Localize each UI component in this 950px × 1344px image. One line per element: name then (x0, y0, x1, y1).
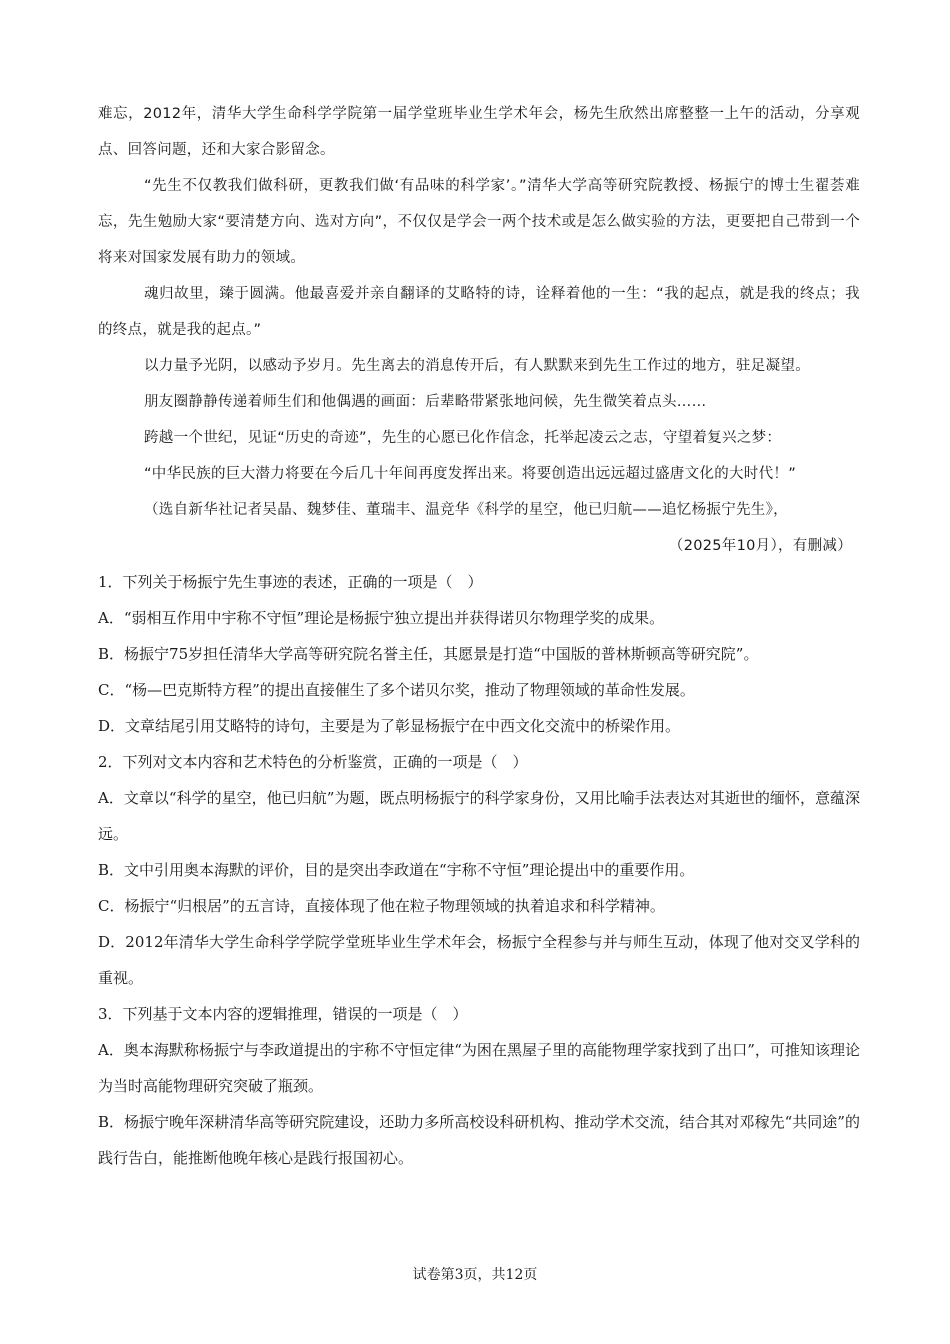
answer-option: D．2012年清华大学生命科学学院学堂班毕业生学术年会，杨振宁全程参与并与师生互动，体现了他对交叉学科的重视。 (98, 933, 860, 987)
answer-option: B．杨振宁75岁担任清华大学高等研究院名誉主任，其愿景是打造“中国版的普林斯顿高等研究院”。 (98, 645, 759, 663)
question-stem: 2．下列对文本内容和艺术特色的分析鉴赏，正确的一项是（ ） (98, 753, 528, 771)
question-stem: 3．下列基于文本内容的逻辑推理，错误的一项是（ ） (98, 1005, 468, 1023)
page-content (98, 96, 860, 1176)
question-2 (98, 744, 860, 996)
question-3 (98, 996, 860, 1176)
passage-paragraph-4: 以力量予光阴，以感动予岁月。先生离去的消息传开后，有人默默来到先生工作过的地方，驻足凝望。 (144, 358, 810, 374)
question-stem: 1．下列关于杨振宁先生事迹的表述，正确的一项是（ ） (98, 573, 483, 591)
passage-paragraph-3: 魂归故里，臻于圆满。他最喜爱并亲自翻译的艾略特的诗，诠释着他的一生：“我的起点，就是我的终点；我的终点，就是我的起点。” (98, 286, 860, 338)
question-1 (98, 564, 860, 744)
passage-paragraph-5: 朋友圈静静传递着师生们和他偶遇的画面：后辈略带紧张地问候，先生微笑着点头…… (144, 394, 707, 410)
source-citation-line-1: （选自新华社记者吴晶、魏梦佳、董瑞丰、温竞华《科学的星空，他已归航——追忆杨振宁先生》， (144, 502, 788, 518)
answer-option: A．奥本海默称杨振宁与李政道提出的宇称不守恒定律“为困在黑屋子里的高能物理学家找到了出口”，可推知该理论为当时高能物理研究突破了瓶颈。 (98, 1041, 860, 1095)
passage-paragraph-6: 跨越一个世纪，见证“历史的奇迹”，先生的心愿已化作信念，托举起凌云之志，守望着复兴之梦： (144, 430, 782, 446)
answer-option: B．杨振宁晚年深耕清华高等研究院建设，还助力多所高校设科研机构、推动学术交流，结合其对邓稼先“共同途”的践行告白，能推断他晚年核心是践行报国初心。 (98, 1113, 860, 1167)
passage-paragraph-2: “先生不仅教我们做科研，更教我们做‘有品味的科学家’。”清华大学高等研究院教授、杨振宁的博士生翟荟难忘，先生勉励大家“要清楚方向、选对方向”，不仅仅是学会一两个技术或是怎么做实验的方法，更要把自己带到一个将来对国家发展有助力的领域。 (98, 178, 860, 266)
answer-option: A．文章以“科学的星空，他已归航”为题，既点明杨振宁的科学家身份，又用比喻手法表达对其逝世的缅怀，意蕴深远。 (98, 789, 860, 843)
answer-option: C．杨振宁“归根居”的五言诗，直接体现了他在粒子物理领域的执着追求和科学精神。 (98, 897, 665, 915)
page-footer: 试卷第3页，共12页 (412, 1267, 538, 1283)
answer-option: B．文中引用奥本海默的评价，目的是突出李政道在“宇称不守恒”理论提出中的重要作用。 (98, 861, 695, 879)
answer-option: D．文章结尾引用艾略特的诗句，主要是为了彰显杨振宁在中西文化交流中的桥梁作用。 (98, 717, 681, 735)
passage-paragraph-1: 难忘，2012年，清华大学生命科学学院第一届学堂班毕业生学术年会，杨先生欣然出席整整一上午的活动，分享观点、回答问题，还和大家合影留念。 (98, 106, 860, 158)
answer-option: A．“弱相互作用中宇称不守恒”理论是杨振宁独立提出并获得诺贝尔物理学奖的成果。 (98, 609, 665, 627)
passage-quote: “中华民族的巨大潜力将要在今后几十年间再度发挥出来。将要创造出远远超过盛唐文化的大时代！” (144, 466, 797, 482)
source-citation-line-2: （2025年10月），有删减） (668, 538, 852, 554)
answer-option: C．“杨—巴克斯特方程”的提出直接催生了多个诺贝尔奖，推动了物理领域的革命性发展。 (98, 681, 695, 699)
